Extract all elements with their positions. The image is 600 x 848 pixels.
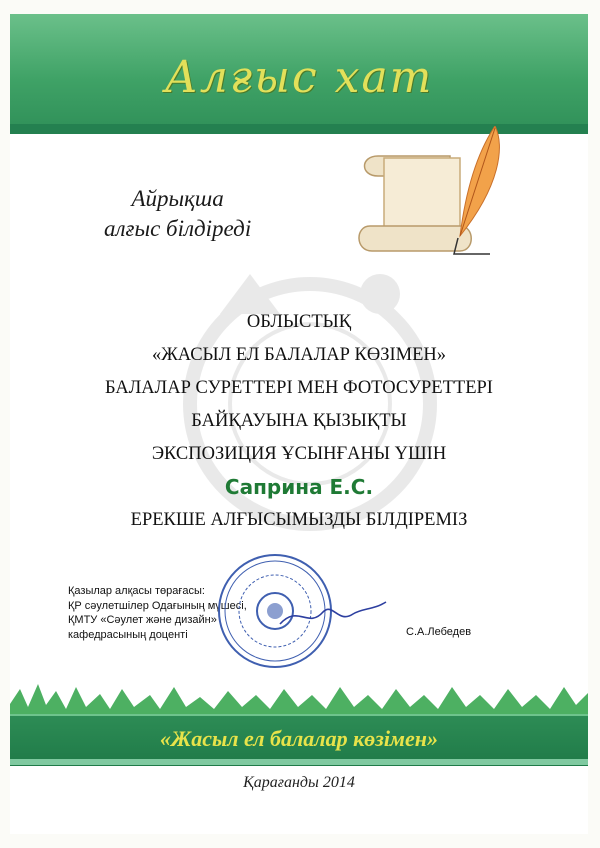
signatory-name: С.А.Лебедев: [406, 626, 472, 638]
subtitle: [104, 184, 251, 244]
signatory-line-1: Қазылар алқасы төрағасы:: [68, 585, 205, 597]
signatory-line-4: кафедрасының доценті: [68, 628, 188, 641]
footer-band-stripe: [10, 759, 588, 765]
award-line-5: ЭКСПОЗИЦИЯ ҰСЫНҒАНЫ ҮШІН: [151, 444, 447, 464]
award-line-3: БАЛАЛАР СУРЕТТЕРІ МЕН ФОТОСУРЕТТЕРІ: [105, 378, 493, 398]
recipient-name: Саприна Е.С.: [224, 475, 374, 499]
handwritten-signature-icon: [278, 594, 388, 634]
certificate-page: [10, 14, 588, 834]
subtitle-line-2: алғыс білдіреді: [104, 216, 252, 241]
award-line-1: ОБЛЫСТЫҚ: [246, 312, 352, 332]
scroll-quill-icon: [350, 126, 510, 266]
signatory-line-2: ҚР сәулетшілер Одағының мүшесі,: [68, 599, 247, 612]
footer-motto: «Жасыл ел балалар көзімен»: [160, 726, 438, 751]
certificate-title: Алғыс хат: [164, 52, 434, 103]
award-line-6: ЕРЕКШЕ АЛҒЫСЫМЫЗДЫ БІЛДІРЕМІЗ: [130, 510, 468, 530]
subtitle-line-1: Айрықша: [131, 186, 224, 211]
award-line-4: БАЙҚАУЫНА ҚЫЗЫҚТЫ: [191, 411, 407, 431]
award-text: [10, 306, 588, 537]
award-line-2: «ЖАСЫЛ ЕЛ БАЛАЛАР КӨЗІМЕН»: [151, 345, 447, 365]
city-year: Қарағанды 2014: [243, 774, 355, 791]
signatory-line-3: ҚМТУ «Сәулет және дизайн»: [68, 614, 217, 626]
